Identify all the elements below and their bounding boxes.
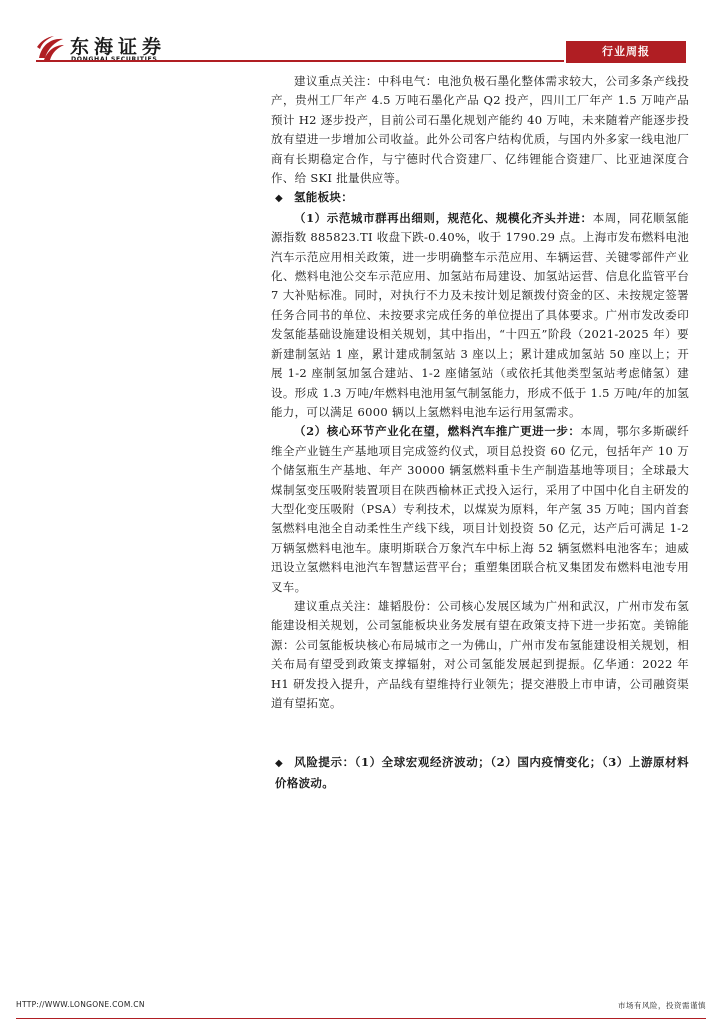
section-bullet-hydrogen (271, 188, 689, 208)
paragraph-battery-recommendation: 建议重点关注：中科电气：电池负极石墨化整体需求较大，公司多条产线投产，贵州工厂年产 4.5 万吨石墨化产品 Q2 投产，四川工厂年产 1.5 万吨产品预计 H2 逐步投产，目前公司石墨化规划产能约 40 万吨，未来随着产能逐步投放有望进一步增加公司收益。此外公司客户结构优质，与国内外多家一线电池厂商有长期稳定合作，与宁德时代合资建厂、亿纬锂能合资建厂、比亚迪深度合作、给 SKI 批量供应等。 (271, 74, 689, 186)
section-bullet-risk (271, 753, 689, 793)
report-type-badge: 行业周报 (566, 41, 686, 63)
paragraph-text-core-links: 本周，鄂尔多斯碳纤维全产业链生产基地项目完成签约仪式，项目总投资 60 亿元，包括年产 10 万个储氢瓶生产基地、年产 30000 辆氢燃料重卡生产制造基地等项目；全球最大煤制氢变压吸附装置项目在陕西榆林正式投入运行，采用了中国中化自主研发的大型化变压吸附（PSA）专利技术，以煤炭为原料，年产氢 35 万吨；国内首套氢燃料电池全自动柔性生产线下线，项目计划投资 50 亿元，达产后可满足 1-2 万辆氢燃料电池车。康明斯联合万象汽车中标上海 52 辆氢燃料电池客车；迪威迅设立氢燃料电池汽车智慧运营平台；重塑集团联合杭叉集团发布燃料电池专用叉车。 (271, 424, 690, 594)
risk-warning-text: 风险提示：（1）全球宏观经济波动；（2）国内疫情变化；（3）上游原材料价格波动。 (275, 755, 689, 790)
diamond-bullet-icon: ◆ (275, 193, 283, 205)
diamond-bullet-icon: ◆ (275, 758, 283, 770)
page-header (0, 0, 724, 70)
logo-chinese-name: 东海证券 (70, 36, 167, 58)
footer-disclaimer: 市场有风险，投资需谨慎 (618, 1001, 706, 1010)
paragraph-hydrogen-recommendation: 建议重点关注：雄韬股份：公司核心发展区域为广州和武汉，广州市发布氢能建设相关规划，公司氢能板块业务发展有望在政策支持下进一步拓宽。美锦能源：公司氢能板块核心布局城市之一为佛山，广州市发布氢能建设相关规划，相关布局有望受到政策支撑辐射，对公司氢能发展起到提振。亿华通：2022 年 H1 研发投入提升，产品线有望维持行业领先；提交港股上市申请，公司融资渠道有望拓宽。 (271, 598, 689, 710)
footer-website-link[interactable]: HTTP://WWW.LONGONE.COM.CN (16, 1000, 145, 1009)
paragraph-hydrogen-policy (271, 209, 689, 422)
report-body (271, 72, 689, 793)
logo-mark-icon (36, 34, 66, 62)
header-divider (36, 60, 564, 62)
paragraph-hydrogen-industry (271, 422, 689, 597)
paragraph-heading-core-links: （2）核心环节产业化在望，燃料汽车推广更进一步： (294, 424, 581, 439)
section-title-hydrogen: 氢能板块： (294, 190, 353, 205)
paragraph-heading-demo-cities: （1）示范城市群再出细则，规范化、规模化齐头并进： (294, 210, 593, 225)
paragraph-text-demo-cities: 本周，同花顺氢能源指数 885823.TI 收盘下跌-0.40%，收于 1790.29 点。上海市发布燃料电池汽车示范应用相关政策，进一步明确整车示范应用、车辆运营、关键零部件产业化、燃料电池公交车示范应用、加氢站布局建设、加氢站运营、信息化监管平台 7 大补贴标准。同时，对执行不力及未按计划足额拨付资金的区、未按规定签署任务合同书的单位、未按要求完成任务的单位提出了具体要求。广州市发改委印发氢能基础设施建设相关规划，其中指出，“十四五”阶段（2021-2025 年）要新建制氢站 1 座，累计建成制氢站 3 座以上；累计建成加氢站 50 座以上；开展 1-2 座制氢加氢合建站、1-2 座储氢站（或依托其他类型氢站考虑储氢）建设。形成 1.3 万吨/年燃料电池用氢气制氢能力，形成不低于 1.5 万吨/年的加氢能力，可以满足 6000 辆以上氢燃料电池车运行用氢需求。 (271, 210, 689, 419)
footer-divider (16, 1018, 706, 1019)
